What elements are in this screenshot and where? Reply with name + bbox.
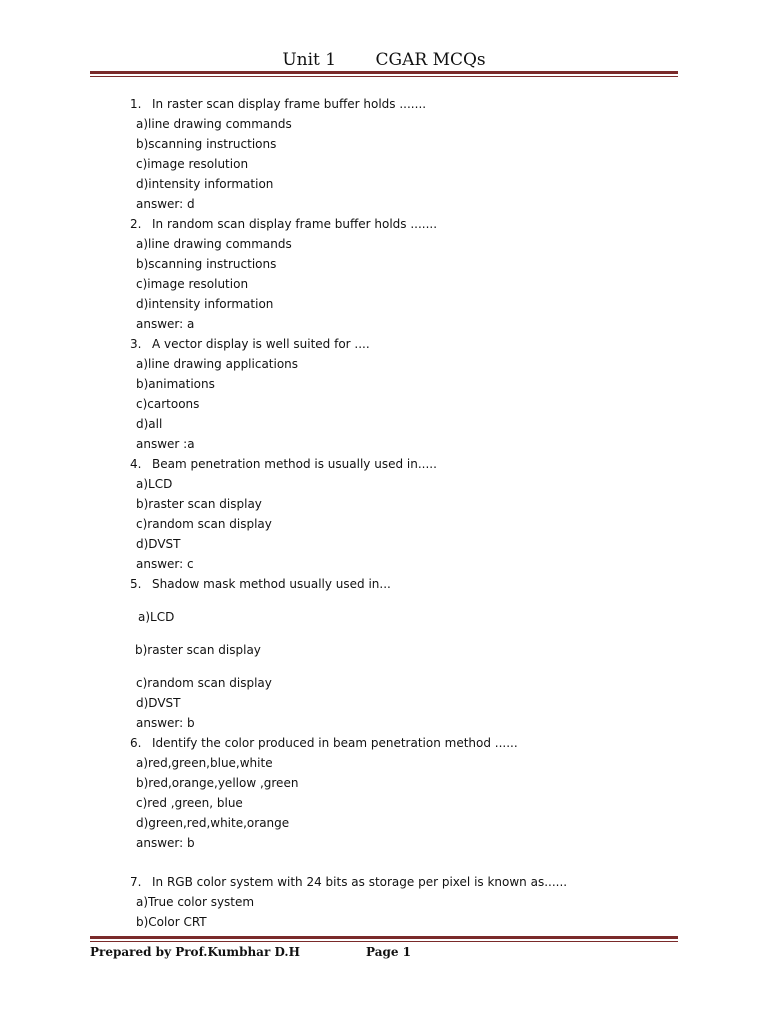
option-6b: b)red,orange,yellow ,green [136, 776, 299, 790]
option-2c: c)image resolution [136, 277, 249, 291]
answer-1: answer: d [136, 197, 195, 211]
option-7a: a)True color system [136, 895, 255, 909]
page-title: CGAR MCQs [375, 50, 486, 70]
option-2d: d)intensity information [136, 297, 274, 311]
option-3a: a)line drawing applications [136, 357, 299, 371]
option-6c: c)red ,green, blue [136, 796, 243, 810]
question-4: 4. Beam penetration method is usually used in..... [130, 457, 437, 471]
option-5d: d)DVST [136, 696, 181, 710]
page-number: Page 1 [366, 945, 412, 959]
option-4a: a)LCD [136, 477, 173, 491]
option-6d: d)green,red,white,orange [136, 816, 290, 830]
option-1c: c)image resolution [136, 157, 249, 171]
option-2a: a)line drawing commands [136, 237, 292, 251]
answer-4: answer: c [136, 557, 194, 571]
option-1b: b)scanning instructions [136, 137, 277, 151]
answer-5: answer: b [136, 716, 195, 730]
option-3d: d)all [136, 417, 163, 431]
option-3b: b)animations [136, 377, 215, 391]
option-2b: b)scanning instructions [136, 257, 277, 271]
footer-author: Prepared by Prof.Kumbhar D.H [90, 945, 300, 959]
unit-label: Unit 1 [282, 50, 337, 70]
option-5b: b)raster scan display [135, 643, 261, 657]
answer-2: answer: a [136, 317, 195, 331]
option-1a: a)line drawing commands [136, 117, 292, 131]
question-1: 1. In raster scan display frame buffer holds ....... [130, 97, 427, 111]
option-4d: d)DVST [136, 537, 181, 551]
option-1d: d)intensity information [136, 177, 274, 191]
page-header [0, 50, 768, 70]
option-5c: c)random scan display [136, 676, 272, 690]
footer-rule [90, 936, 678, 942]
option-5a: a)LCD [138, 610, 175, 624]
option-4b: b)raster scan display [136, 497, 262, 511]
question-2: 2. In random scan display frame buffer holds ....... [130, 217, 438, 231]
option-4c: c)random scan display [136, 517, 272, 531]
option-7b: b)Color CRT [136, 915, 207, 929]
header-rule [90, 71, 678, 77]
question-3: 3. A vector display is well suited for .... [130, 337, 370, 351]
answer-6: answer: b [136, 836, 195, 850]
question-5: 5. Shadow mask method usually used in... [130, 577, 391, 591]
option-6a: a)red,green,blue,white [136, 756, 273, 770]
option-3c: c)cartoons [136, 397, 200, 411]
answer-3: answer :a [136, 437, 195, 451]
question-6: 6. Identify the color produced in beam penetration method ...... [130, 736, 518, 750]
question-7: 7. In RGB color system with 24 bits as storage per pixel is known as...... [130, 875, 568, 889]
